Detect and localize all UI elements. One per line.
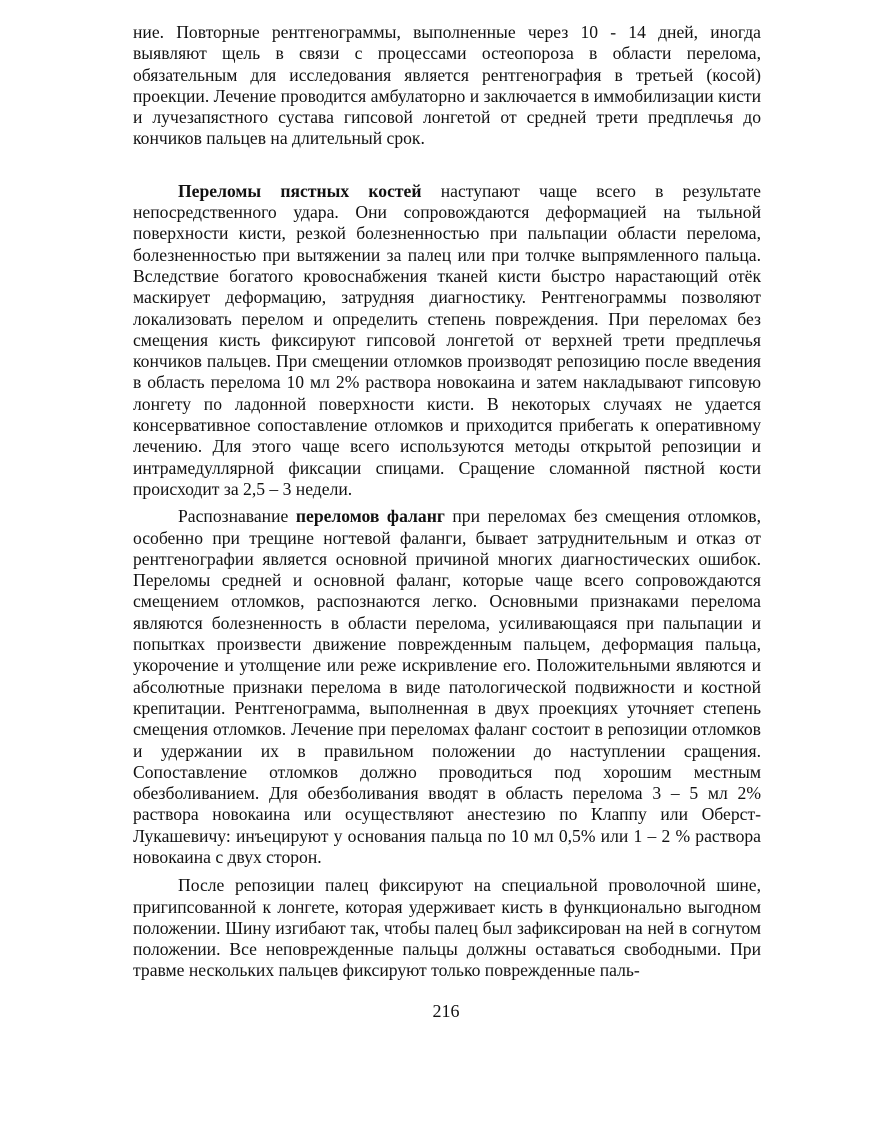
paragraph-splint-fixation: После репозиции палец фиксируют на специальной проволочной шине, пригипсованной к лонгете, которая удерживает кисть в функционально выгодном положении. Шину изгибают так, чтобы палец был зафиксирован на ней в согнутом положении. Все неповрежденные пальцы должны оставаться свободными. При травме нескольких пальцев фиксируют только поврежденные паль- — [133, 875, 761, 981]
paragraph-continuation: ние. Повторные рентгенограммы, выполненные через 10 - 14 дней, иногда выявляют щель в связи с процессами остеопороза в области перелома, обязательным для исследования является рентгенография в третьей (косой) проекции. Лечение проводится амбулаторно и заключается в иммобилизации кисти и лучезапястного сустава гипсовой лонгетой от средней трети предплечья до кончиков пальцев на длительный срок. — [133, 22, 761, 149]
document-body — [133, 22, 761, 982]
heading-metacarpal-fractures: Переломы пястных костей — [178, 180, 422, 201]
heading-phalanx-fractures: переломов фаланг — [295, 506, 445, 527]
page-number: 216 — [432, 1001, 460, 1021]
paragraph-phalanx-intro: Распознавание — [178, 506, 296, 527]
paragraph-metacarpal-fractures — [133, 181, 761, 500]
paragraph-gap — [133, 868, 761, 875]
paragraph-phalanx-text: при переломах без смещения отломков, особенно при трещине ногтевой фаланги, бывает затруднительным и отказ от рентгенографии является основной причиной многих диагностических ошибок. Переломы средней и основной фаланг, которые чаще всего сопровождаются смещением отломков, распознаются легко. Основными признаками перелома являются болезненность в области перелома, усиливающаяся при пальпации и попытках произвести движение поврежденным пальцем, деформация пальца, укорочение и утолщение или реже искривление его. Положительными являются и абсолютные признаки перелома в виде патологической подвижности и костной крепитации. Рентгенограмма, выполненная в двух проекциях уточняет степень смещения отломков. Лечение при переломах фаланг состоит в репозиции отломков и удержании их в правильном положении до наступлении сращения. Сопоставление отломков должно проводиться под хорошим местным обезболиванием. Для обезболивания вводят в область перелома 3 – 5 мл 2% раствора новокаина или осуществляют анестезию по Клаппу или Оберст-Лукашевичу: инъецируют у основания пальца по 10 мл 0,5% или 1 – 2 % раствора новокаина с двух сторон. — [133, 506, 761, 867]
paragraph-phalanx-fractures — [133, 506, 761, 868]
paragraph-gap — [133, 150, 761, 181]
paragraph-metacarpal-text: наступают чаще всего в результате непосредственного удара. Они сопровождаются деформацией на тыльной поверхности кисти, резкой болезненностью при пальпации области перелома, болезненностью при вытяжении за палец или при толчке выпрямленного пальца. Вследствие богатого кровоснабжения тканей кисти быстро нарастающий отёк маскирует деформацию, затрудняя диагностику. Рентгенограммы позволяют локализовать перелом и определить степень повреждения. При переломах без смещения кисть фиксируют гипсовой лонгетой от верхней трети предплечья кончиков пальцев. При смещении отломков производят репозицию после введения в область перелома 10 мл 2% раствора новокаина и затем накладывают гипсовую лонгету по ладонной поверхности кисти. В некоторых случаях не удается консервативное сопоставление отломков и приходится прибегать к оперативному лечению. Для этого чаще всего используются методы открытой репозиции и интрамедуллярной фиксации спицами. Сращение сломанной пястной кости происходит за 2,5 – 3 недели. — [133, 180, 761, 499]
